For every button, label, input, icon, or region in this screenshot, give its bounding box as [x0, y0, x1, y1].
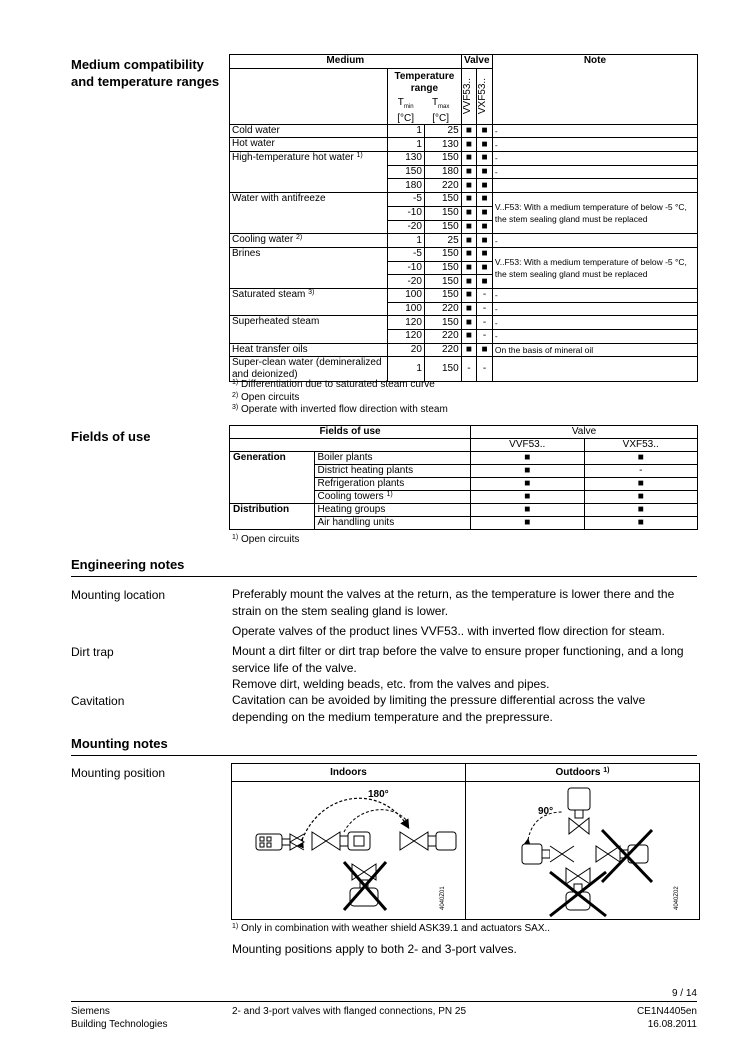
fields-application: Heating groups [314, 504, 471, 517]
tmin-cell: -20 [388, 220, 425, 234]
fields-vxf-cell: ■ [584, 491, 698, 504]
temp-range-label: Temperature range [394, 70, 455, 94]
note-cell: - [492, 234, 697, 248]
fields-blank-2 [314, 439, 471, 452]
fields-header: Fields of use [230, 426, 471, 439]
tmin-cell: 1 [388, 357, 425, 382]
tmax-cell: 150 [424, 152, 461, 166]
medium-name: Superheated steam [230, 316, 388, 343]
medium-row [230, 193, 698, 207]
page-number: 9 / 14 [671, 988, 697, 999]
note-cell: V..F53: With a medium temperature of below -5 °C, the stem sealing gland must be replaced [492, 193, 697, 234]
tmin-cell: 20 [388, 343, 425, 357]
fields-vxf-cell: ■ [584, 504, 698, 517]
fields-valve-header: Valve [471, 426, 698, 439]
mounting-location-text-1: Preferably mount the valves at the return, as the temperature is lower there and the strain on the stem sealing gland is lower. [232, 587, 675, 618]
tmax-cell: 220 [424, 330, 461, 344]
indoors-diagram [232, 782, 465, 919]
tmax-cell: 150 [424, 193, 461, 207]
note-cell: On the basis of mineral oil [492, 343, 697, 357]
vvf-cell: ■ [461, 275, 477, 289]
vvf-cell: ■ [461, 316, 477, 330]
note-cell: - [492, 165, 697, 179]
note-cell: - [492, 316, 697, 330]
fields-vxf-cell: ■ [584, 452, 698, 465]
footer-company: Siemens Building Technologies [71, 1006, 168, 1030]
tmax-cell: 25 [424, 234, 461, 248]
vxf-header: VXF53.. [477, 68, 493, 124]
fields-vxf-cell: - [584, 465, 698, 478]
medium-row [230, 343, 698, 357]
tmax-cell: 130 [424, 138, 461, 152]
medium-row [230, 316, 698, 330]
vvf-cell: ■ [461, 193, 477, 207]
fields-vvf-cell: ■ [471, 504, 585, 517]
vvf-cell: ■ [461, 138, 477, 152]
cavitation-label: Cavitation [71, 694, 125, 708]
tmin-cell: 1 [388, 234, 425, 248]
note-cell [492, 179, 697, 193]
dirt-trap-text-2: Remove dirt, welding beads, etc. from the valves and pipes. [232, 677, 550, 691]
vvf-cell: ■ [461, 152, 477, 166]
tmax-cell: 150 [424, 206, 461, 220]
tmin-cell: -5 [388, 247, 425, 261]
note-cell: V..F53: With a medium temperature of below -5 °C, the stem sealing gland must be replaced [492, 247, 697, 288]
medium-name: Heat transfer oils [230, 343, 388, 357]
tmax-cell: 150 [424, 357, 461, 382]
tmin-cell: 150 [388, 165, 425, 179]
tmax-cell: 220 [424, 179, 461, 193]
fields-row [230, 504, 698, 517]
tmin-cell: 100 [388, 288, 425, 302]
tmax-cell: 150 [424, 275, 461, 289]
figure-code-1: 4040Z01 [440, 886, 446, 910]
figure-code-2: 4040Z02 [674, 886, 680, 910]
note-cell: - [492, 138, 697, 152]
tmax-cell: 180 [424, 165, 461, 179]
fields-group-name: Distribution [230, 504, 315, 530]
vxf-cell: - [477, 288, 493, 302]
vxf-cell: ■ [477, 343, 493, 357]
medium-footnote: $^{2)}$ Open circuits [232, 391, 300, 403]
tmin-cell: 130 [388, 152, 425, 166]
valve-outdoor-crossed-bottom-icon [550, 868, 606, 916]
fields-vxf-header: VXF53.. [584, 439, 698, 452]
fields-vvf-cell: ■ [471, 517, 585, 530]
tmin-cell: 120 [388, 330, 425, 344]
vvf-cell: ■ [461, 124, 477, 138]
fields-blank-1 [230, 439, 315, 452]
medium-name: Cold water [230, 124, 388, 138]
vxf-cell: ■ [477, 138, 493, 152]
tmax-cell: 150 [424, 316, 461, 330]
medium-section-title: Medium compatibility and temperature ranges [71, 57, 220, 89]
fields-vvf-cell: ■ [471, 491, 585, 504]
mounting-location-label: Mounting location [71, 588, 166, 602]
indoors-header: Indoors [232, 764, 466, 782]
medium-footnote: $^{3)}$ Operate with inverted flow direction with steam [232, 404, 448, 415]
note-cell: - [492, 124, 697, 138]
vxf-cell: ■ [477, 193, 493, 207]
medium-row [230, 288, 698, 302]
valve-horizontal-left-icon [256, 834, 304, 850]
tmax-cell: 150 [424, 247, 461, 261]
tmin-header: $T_{min}$ [°C] [397, 96, 415, 124]
valve-upright-icon [568, 788, 590, 834]
dirt-trap-label: Dirt trap [71, 645, 114, 659]
note-cell [492, 357, 697, 382]
fields-row [230, 452, 698, 465]
medium-name: Cooling water $^{2)}$ [230, 234, 388, 248]
mounting-position-figure [231, 763, 700, 920]
medium-header: Medium [230, 55, 462, 69]
temp-range-header [388, 68, 461, 124]
engineering-title: Engineering notes [71, 557, 185, 572]
tmin-cell: 180 [388, 179, 425, 193]
valve-horizontal-outdoor-icon [522, 844, 574, 864]
fields-section-title: Fields of use [71, 429, 151, 444]
footer-doc-code: CE1N4405en 16.08.2011 [636, 1006, 697, 1030]
medium-row [230, 124, 698, 138]
medium-name: Hot water [230, 138, 388, 152]
mounting-title: Mounting notes [71, 736, 168, 751]
vxf-cell: ■ [477, 152, 493, 166]
outdoors-diagram [466, 782, 699, 919]
vvf-cell: ■ [461, 330, 477, 344]
engineering-divider [71, 576, 697, 577]
note-cell: - [492, 288, 697, 302]
fields-footnote: $^{1)}$ Open circuits [232, 534, 300, 545]
medium-row [230, 152, 698, 166]
vvf-cell: ■ [461, 343, 477, 357]
vxf-cell: ■ [477, 206, 493, 220]
tmin-cell: -20 [388, 275, 425, 289]
medium-table [229, 54, 698, 382]
medium-row [230, 247, 698, 261]
vvf-cell: ■ [461, 288, 477, 302]
tmax-cell: 220 [424, 302, 461, 316]
vvf-cell: - [461, 357, 477, 382]
outdoors-header: Outdoors $^{1)}$ [466, 764, 699, 782]
medium-row [230, 234, 698, 248]
tmin-cell: 120 [388, 316, 425, 330]
valve-horizontal-right-icon [400, 832, 456, 850]
fields-group-name: Generation [230, 452, 315, 504]
tmax-cell: 220 [424, 343, 461, 357]
vvf-header: VVF53.. [461, 68, 477, 124]
mounting-location-text-2: Operate valves of the product lines VVF53.. with inverted flow direction for steam. [232, 624, 665, 638]
fields-vxf-cell: ■ [584, 478, 698, 491]
vxf-cell: ■ [477, 247, 493, 261]
medium-name: High-temperature hot water $^{1)}$ [230, 152, 388, 193]
vxf-cell: ■ [477, 179, 493, 193]
vxf-cell: - [477, 316, 493, 330]
valve-inverted-crossed-icon [344, 862, 386, 910]
note-cell: - [492, 152, 697, 166]
note-header: Note [492, 55, 697, 125]
vvf-cell: ■ [461, 234, 477, 248]
fields-vvf-header: VVF53.. [471, 439, 585, 452]
vvf-cell: ■ [461, 247, 477, 261]
valve-header: Valve [461, 55, 492, 69]
vxf-cell: ■ [477, 124, 493, 138]
medium-name: Saturated steam $^{3)}$ [230, 288, 388, 315]
vxf-cell: ■ [477, 165, 493, 179]
tmin-cell: -5 [388, 193, 425, 207]
medium-name: Brines [230, 247, 388, 288]
vvf-cell: ■ [461, 302, 477, 316]
fields-vvf-cell: ■ [471, 452, 585, 465]
medium-blank-header [230, 68, 388, 124]
vxf-cell: ■ [477, 220, 493, 234]
mounting-position-label: Mounting position [71, 766, 166, 780]
fields-application: Cooling towers $^{1)}$ [314, 491, 471, 504]
tmax-cell: 150 [424, 288, 461, 302]
note-cell: - [492, 302, 697, 316]
tmin-cell: -10 [388, 261, 425, 275]
fields-vvf-cell: ■ [471, 465, 585, 478]
vvf-cell: ■ [461, 179, 477, 193]
tmin-cell: 100 [388, 302, 425, 316]
tmin-cell: 1 [388, 138, 425, 152]
vxf-cell: ■ [477, 234, 493, 248]
medium-name: Super-clean water (demineralized and deionized) [230, 357, 388, 382]
vxf-cell: - [477, 302, 493, 316]
cavitation-text: Cavitation can be avoided by limiting the pressure differential across the valve depending on the medium temperature and the prepressure. [232, 693, 646, 724]
medium-row [230, 138, 698, 152]
fields-table [229, 425, 698, 530]
medium-name: Water with antifreeze [230, 193, 388, 234]
tmin-cell: 1 [388, 124, 425, 138]
tmax-cell: 150 [424, 261, 461, 275]
fields-application: District heating plants [314, 465, 471, 478]
vxf-cell: - [477, 330, 493, 344]
vxf-cell: - [477, 357, 493, 382]
footer-doc-title: 2- and 3-port valves with flanged connections, PN 25 [232, 1006, 467, 1017]
mounting-footnote: $^{1)}$ Only in combination with weather shield ASK39.1 and actuators SAX.. [232, 923, 551, 934]
tmax-cell: 25 [424, 124, 461, 138]
valve-horizontal-middle-icon [312, 832, 370, 850]
tmin-cell: -10 [388, 206, 425, 220]
fields-application: Air handling units [314, 517, 471, 530]
angle-90-label: 90° [538, 806, 554, 817]
fields-vvf-cell: ■ [471, 478, 585, 491]
vvf-cell: ■ [461, 165, 477, 179]
vvf-cell: ■ [461, 220, 477, 234]
tmax-cell: 150 [424, 220, 461, 234]
fields-application: Boiler plants [314, 452, 471, 465]
medium-footnote: $^{1)}$ Differentiation due to saturated steam curve [232, 379, 435, 390]
note-cell: - [492, 330, 697, 344]
dirt-trap-text-1: Mount a dirt filter or dirt trap before the valve to ensure proper functioning, and a long service life of the valve. [232, 644, 684, 675]
vxf-cell: ■ [477, 275, 493, 289]
footer-divider [71, 1001, 697, 1002]
angle-180-label: 180° [368, 789, 389, 800]
vvf-cell: ■ [461, 206, 477, 220]
tmax-header: $T_{max}$ [°C] [431, 96, 450, 124]
mounting-closing-text: Mounting positions apply to both 2- and 3-port valves. [232, 942, 517, 956]
mounting-divider [71, 755, 697, 756]
vvf-cell: ■ [461, 261, 477, 275]
fields-application: Refrigeration plants [314, 478, 471, 491]
fields-vxf-cell: ■ [584, 517, 698, 530]
vxf-cell: ■ [477, 261, 493, 275]
